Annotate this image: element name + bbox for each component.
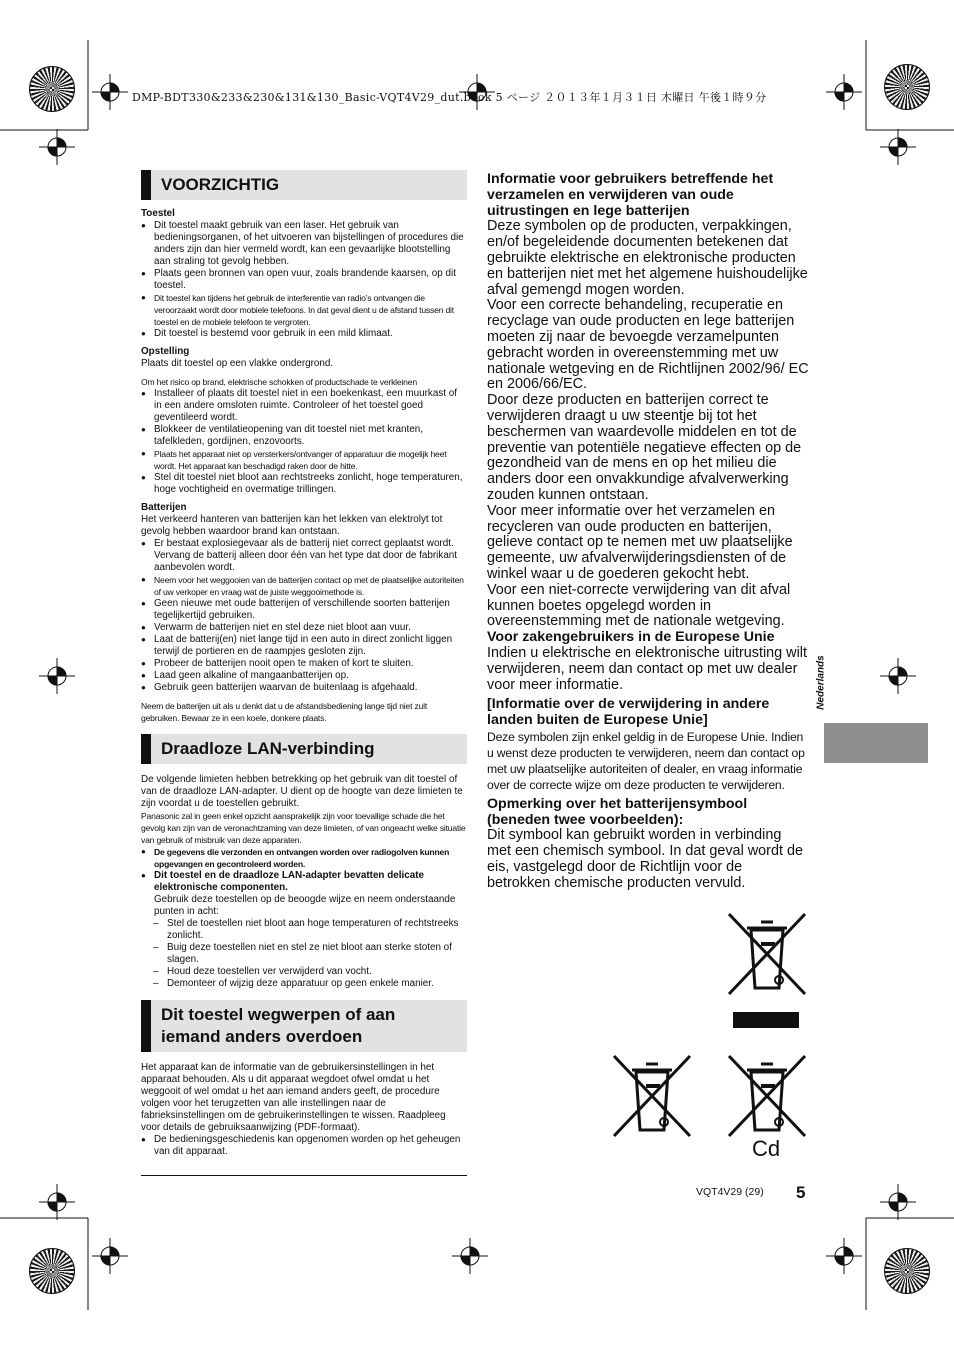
list-item: ● De gegevens die verzonden en ontvangen worden over radiogolven kunnen opgevangen en gecontroleerd worden. [141, 846, 467, 870]
list-item: ● Stel dit toestel niet bloot aan rechtstreeks zonlicht, hoge temperaturen, hoge vochtigheid en overmatige trillingen. [141, 472, 467, 496]
list-item: ● Laad geen alkaline of mangaanbatterijen op. [141, 670, 467, 682]
list-item: ● De bedieningsgeschiedenis kan opgenomen worden op het geheugen van dit apparaat. [141, 1134, 467, 1158]
list-item: ● Gebruik geen batterijen waarvan de buitenlaag is afgehaald. [141, 682, 467, 694]
list-item: ● Installeer of plaats dit toestel niet in een boekenkast, een muurkast of in een andere omsloten ruimte. Controleer of het toestel goed geventileerd wordt. [141, 388, 467, 424]
info-paragraph: Voor een correcte behandeling, recuperatie en recyclage van oude producten en lege batterijen moeten zij naar de bevoegde verzamelpunten gebracht worden in overeenstemming met uw nationale wetgeving en de Richtlijnen 2002/96/ EC en 2006/66/EC. [487, 297, 809, 393]
outside-eu-heading: [Informatie over de verwijdering in andere landen buiten de Europese Unie] [487, 696, 770, 729]
list-item: – Demonteer of wijzig deze apparatuur op geen enkele manier. [153, 978, 467, 990]
battery-bin-icon [610, 1050, 694, 1142]
weee-bin-icon [725, 908, 809, 1000]
list-item: ● Verwarm de batterijen niet en stel deze niet bloot aan vuur. [141, 622, 467, 634]
lan-title: Draadloze LAN-verbinding [161, 739, 375, 758]
list-item: ● Plaats geen bronnen van open vuur, zoals brandende kaarsen, op dit toestel. [141, 268, 467, 292]
list-item: ● Dit toestel is bestemd voor gebruik in een mild klimaat. [141, 328, 467, 340]
lan-dash-list [141, 918, 467, 990]
list-item: ● Plaats het apparaat niet op versterkers/ontvanger of apparatuur die mogelijk heet wordt. Het apparaat kan beschadigd raken door de hitte. [141, 448, 467, 472]
wegwerpen-text: Het apparaat kan de informatie van de gebruikersinstellingen in het apparaat behouden. Als u dit apparaat wegdoet ofwel omdat u het weggooit of wel omdat u het aan iemand anders geeft, de procedure volgen voor het terugzetten van alle instellingen naar de fabrieksinstellingen om de gebruikerinstellingen te wissen. Raadpleeg voor details de gebruiksaanwijzing (PDF-formaat). [141, 1062, 446, 1133]
weee-black-bar [733, 1012, 799, 1028]
lan-list [141, 846, 467, 918]
list-item: – Stel de toestellen niet bloot aan hoge temperaturen of rechtstreeks zonlicht. [153, 918, 467, 942]
info-paragraph: Door deze producten en batterijen correct te verwijderen draagt u uw steentje bij tot het beschermen van waardevolle middelen en tot de preventie van potentiële negatieve effecten op de gezondheid van de mens en op het milieu die anders door een onvakkundige afvalverwerking zouden kunnen ontstaan. [487, 392, 802, 503]
list-item: ● Er bestaat explosiegevaar als de batterij niet correct geplaatst wordt. Vervang de batterij alleen door één van het type dat door de fabrikant aanbevolen wordt. [141, 538, 467, 574]
bottom-rule [141, 1175, 467, 1176]
info-paragraph: Voor meer informatie over het verzamelen en recycleren van oude producten en batterijen, gelieve contact op te nemen met uw plaatselijke gemeente, uw afvalverwijderingsdiensten of de winkel waar u de goederen gekocht hebt. [487, 502, 793, 582]
list-item: ● Dit toestel maakt gebruik van een laser. Het gebruik van bedieningsorganen, of het uitvoeren van bijstellingen of procedures die anders zijn dan hier vermeld wordt, kan een gevaarlijke blootstelling aan straling tot gevolg hebben. [141, 220, 467, 268]
batterijen-note: Neem de batterijen uit als u denkt dat u de afstandsbediening lange tijd niet zult gebruiken. Bewaar ze in een koele, donkere plaats. [141, 701, 428, 723]
wegwerpen-list [141, 1134, 467, 1158]
opstelling-text: Plaats dit toestel op een vlakke ondergrond. [141, 358, 334, 369]
opstelling-heading: Opstelling [141, 346, 190, 357]
language-tab [824, 723, 928, 763]
heading-bar [141, 170, 151, 200]
opstelling-intro: Om het risico op brand, elektrische schokken of productschade te verkleinen [141, 377, 417, 387]
outside-eu-paragraph: Deze symbolen zijn enkel geldig in de Europese Unie. Indien u wenst deze producten te verwijderen, neem dan contact op met uw plaatselijke autoriteiten of dealer, en vraag informatie over de correcte wijze om deze producten te verwijderen. [487, 729, 805, 792]
batterijen-heading: Batterijen [141, 502, 187, 513]
wegwerpen-heading [141, 1000, 467, 1052]
list-item: ● Probeer de batterijen nooit open te maken of kort te sluiten. [141, 658, 467, 670]
wegwerpen-title: Dit toestel wegwerpen of aan iemand anders overdoen [161, 1005, 396, 1046]
business-paragraph: Indien u elektrische en elektronische uitrusting wilt verwijderen, neem dan contact op met uw dealer voor meer informatie. [487, 644, 807, 693]
left-column [141, 170, 467, 1158]
lan-bullet2-text: Gebruik deze toestellen op de beoogde wijze en neem onderstaande punten in acht: [154, 894, 456, 917]
list-item: – Buig deze toestellen niet en stel ze niet bloot aan sterke stoten of slagen. [153, 942, 467, 966]
lan-disclaimer: Panasonic zal in geen enkel opzicht aansprakelijk zijn voor toevallige schade die het gevolg kan zijn van de veronachtzaming van deze limieten, of van ongeacht welke situatie van gebruik of misbruik van deze apparaten. [141, 811, 466, 845]
toestel-heading: Toestel [141, 208, 175, 219]
cd-chemical-symbol: Cd [752, 1136, 781, 1161]
file-info-line: DMP-BDT330&233&230&131&130_Basic-VQT4V29_dut.book 5 ページ ２０１３年１月３１日 木曜日 午後１時９分 [132, 91, 767, 104]
business-heading: Voor zakengebruikers in de Europese Unie [487, 629, 775, 646]
batterijen-text: Het verkeerd hanteren van batterijen kan het lekken van elektrolyt tot gevolg hebben waardoor brand kan ontstaan. [141, 514, 443, 537]
list-item [141, 870, 467, 918]
document-code: VQT4V29 (29) [696, 1186, 764, 1198]
lan-heading [141, 734, 467, 764]
lan-intro: De volgende limieten hebben betrekking op het gebruik van dit toestel of van de draadloze LAN-adapter. U dient op de hoogte van deze limieten te zijn voordat u de toestellen gebruikt. [141, 774, 463, 809]
info-paragraph: Deze symbolen op de producten, verpakkingen, en/of begeleidende documenten betekenen dat gebruikte elektrische en elektronische producten en batterijen niet met het algemene huishoudelijke afval gemengd mogen worden. [487, 218, 808, 298]
opstelling-list [141, 388, 467, 496]
info-heading: Informatie voor gebruikers betreffende het verzamelen en verwijderen van oude uitrustingen en lege batterijen [487, 171, 774, 219]
toestel-list [141, 220, 467, 340]
battery-symbol-heading: Opmerking over het batterijensymbool (beneden twee voorbeelden): [487, 795, 748, 828]
list-item: ● Dit toestel kan tijdens het gebruik de interferentie van radio’s ontvangen die veroorzaakt wordt door mobiele telefoons. In dat geval dient u de afstand tussen dit toestel en de mobiele telefoon te vergroten. [141, 292, 467, 328]
list-item: ● Neem voor het weggooien van de batterijen contact op met de plaatselijke autoriteiten of uw verkoper en vraag wat de juiste weggooimethode is. [141, 574, 467, 598]
batterijen-list [141, 538, 467, 694]
language-label: Nederlands [815, 655, 827, 710]
list-item: – Houd deze toestellen ver verwijderd van vocht. [153, 966, 467, 978]
list-item: ● Laat de batterij(en) niet lange tijd in een auto in direct zonlicht liggen terwijl de portieren en de raampjes gesloten zijn. [141, 634, 467, 658]
language-side-label [814, 650, 844, 720]
battery-symbol-paragraph: Dit symbool kan gebruikt worden in verbinding met een chemisch symbool. In dat geval wordt de eis, vastgelegd door de Richtlijn voor de betrokken chemische producten vervuld. [487, 827, 803, 891]
page-number: 5 [796, 1183, 806, 1202]
heading-bar [141, 1000, 151, 1052]
voorzichtig-title: VOORZICHTIG [161, 175, 280, 194]
right-column [487, 172, 809, 892]
voorzichtig-heading [141, 170, 467, 200]
lan-bullet2-title: Dit toestel en de draadloze LAN-adapter bevatten delicate elektronische componenten. [154, 870, 424, 893]
list-item: ● Geen nieuwe met oude batterijen of verschillende soorten batterijen tegelijkertijd gebruiken. [141, 598, 467, 622]
battery-cd-bin-icon [725, 1050, 809, 1142]
heading-bar [141, 734, 151, 764]
info-paragraph: Voor een niet-correcte verwijdering van dit afval kunnen boetes opgelegd worden in overeenstemming met de nationale wetgeving. [487, 581, 791, 630]
list-item: ● Blokkeer de ventilatieopening van dit toestel niet met kranten, tafelkleden, gordijnen, enzovoorts. [141, 424, 467, 448]
